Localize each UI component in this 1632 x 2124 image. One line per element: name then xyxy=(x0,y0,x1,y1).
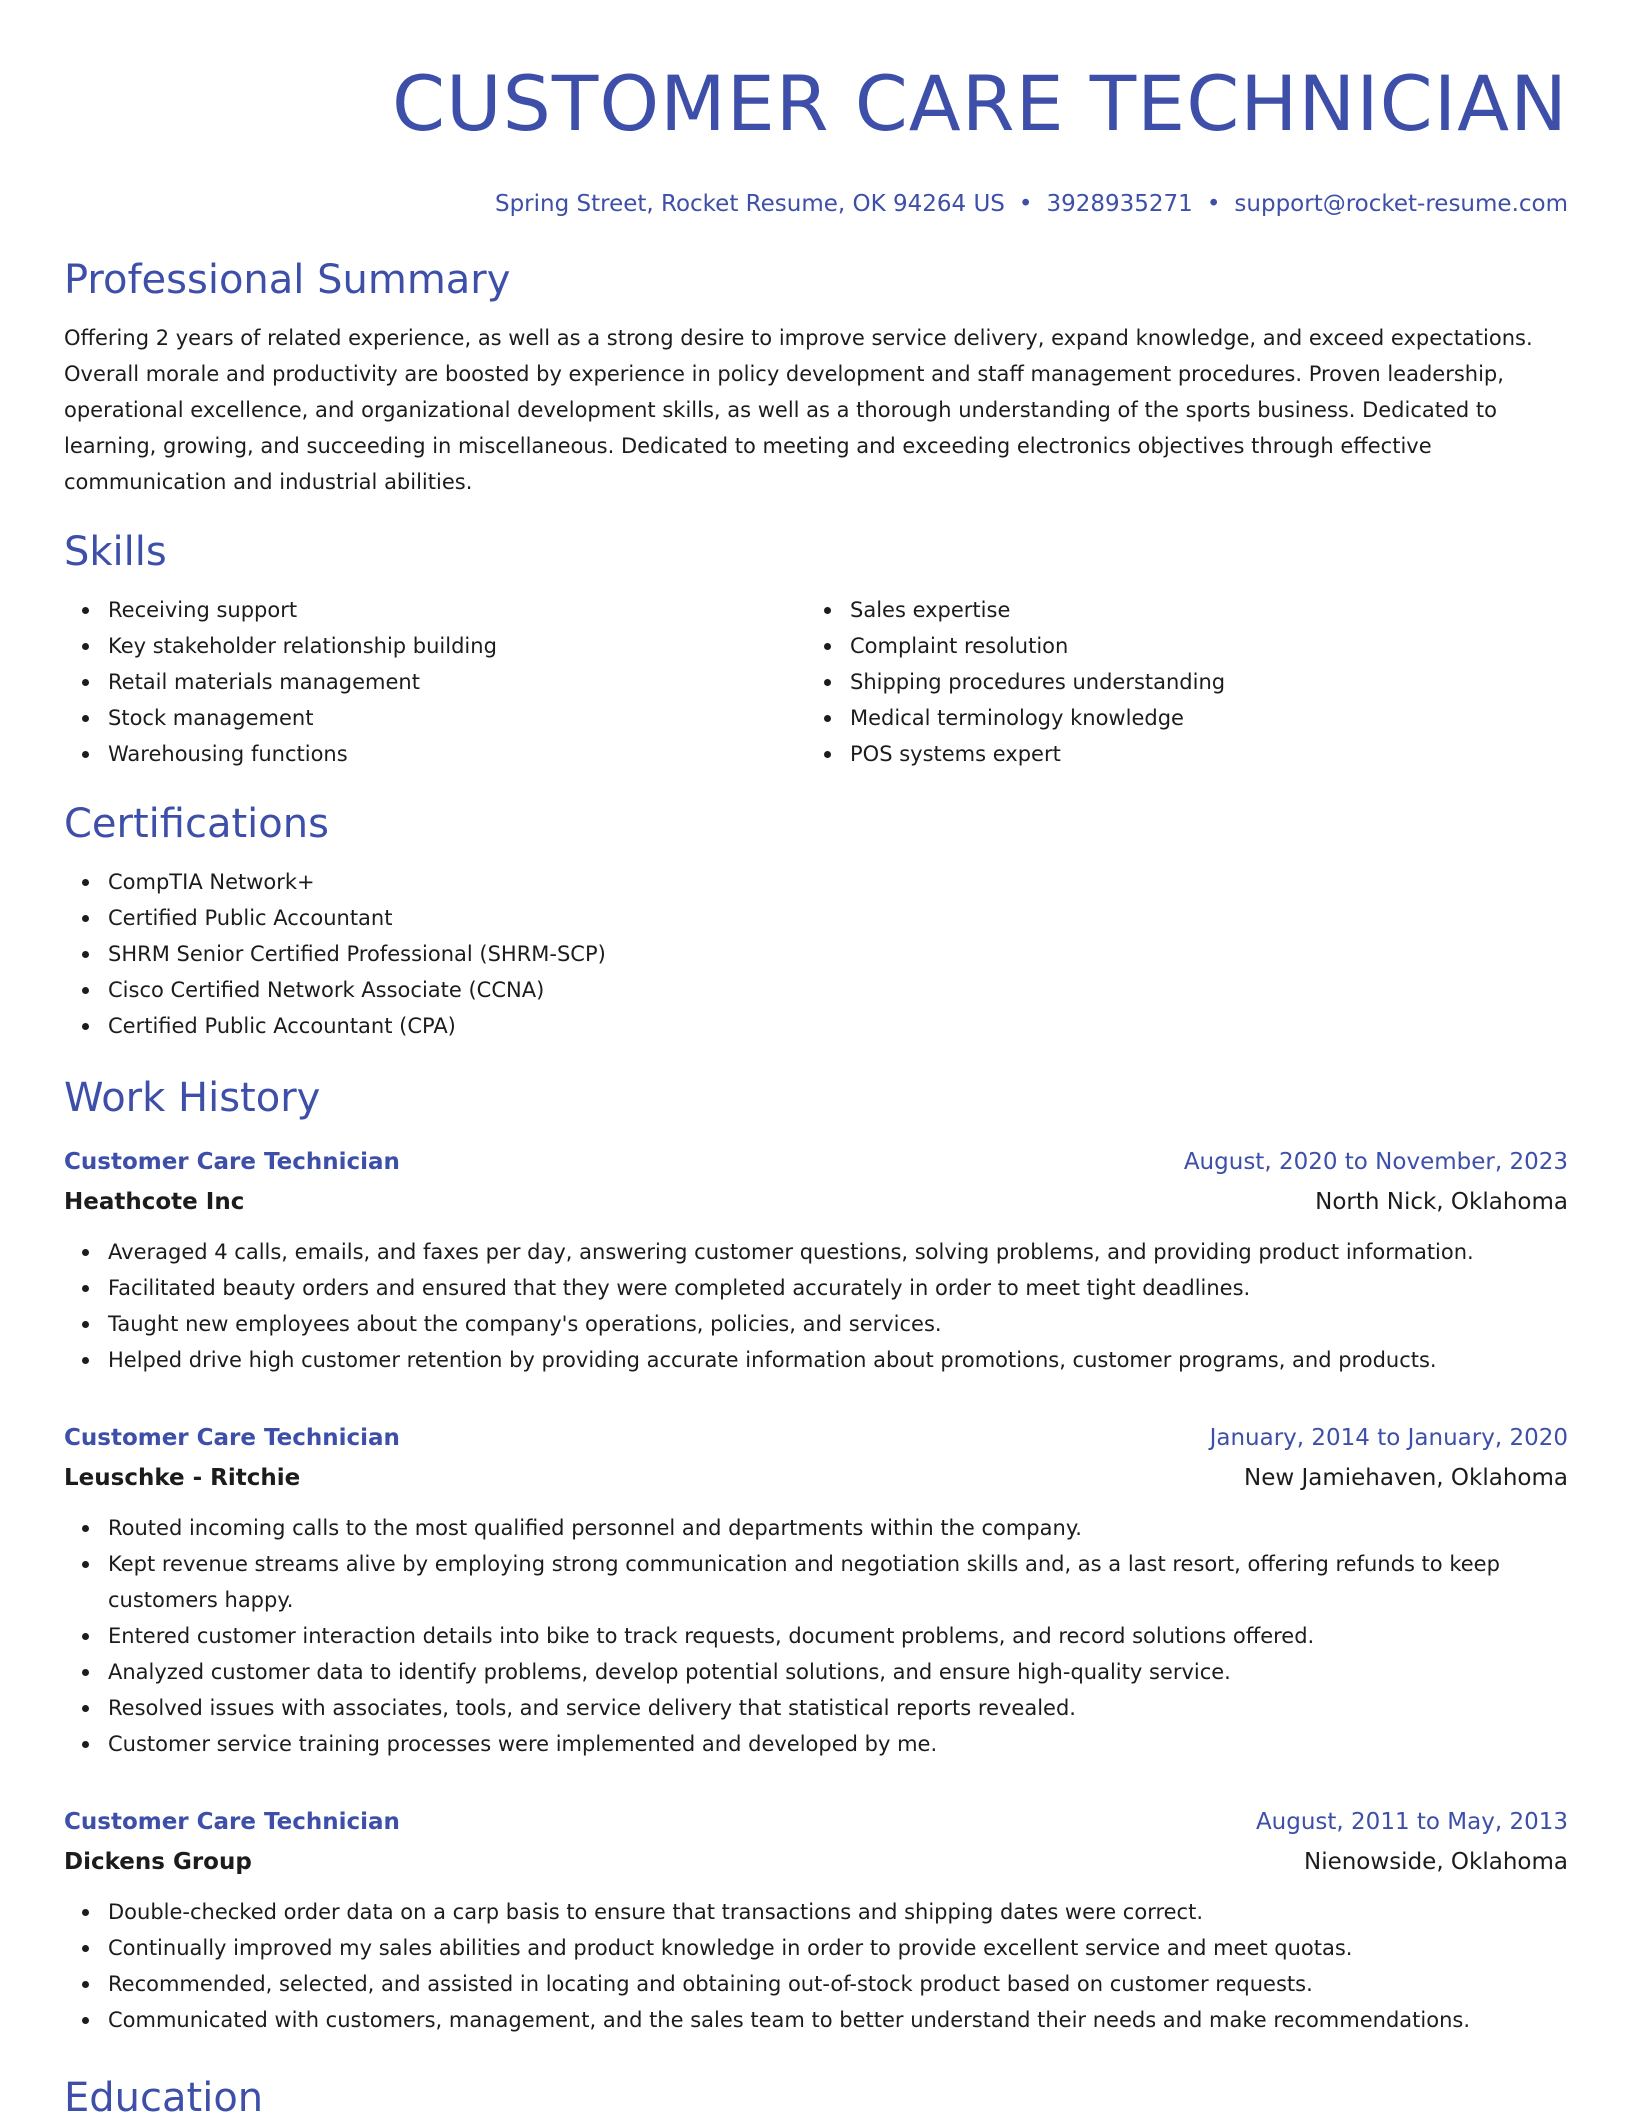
job-bullet: Routed incoming calls to the most qualified personnel and departments within the company. xyxy=(108,1510,1568,1546)
summary-heading: Professional Summary xyxy=(64,257,511,303)
work-history-heading: Work History xyxy=(64,1075,321,1121)
job-bullet: Recommended, selected, and assisted in locating and obtaining out-of-stock product based on customer requests. xyxy=(108,1966,1568,2002)
job-bullet: Communicated with customers, management, and the sales team to better understand their needs and make recommendations. xyxy=(108,2002,1568,2038)
job-title-row xyxy=(64,1142,1568,1182)
skills-grid xyxy=(64,592,1568,772)
certification-item: Certified Public Accountant xyxy=(108,900,1568,936)
skill-item: Receiving support xyxy=(108,592,806,628)
job-entry xyxy=(64,1418,1568,1762)
job-dates: August, 2020 to November, 2023 xyxy=(1183,1149,1568,1175)
job-company: Dickens Group xyxy=(64,1849,252,1875)
skill-item: Stock management xyxy=(108,700,806,736)
skill-item: Sales expertise xyxy=(850,592,1548,628)
job-bullet: Resolved issues with associates, tools, and service delivery that statistical reports revealed. xyxy=(108,1690,1568,1726)
certifications-heading: Certifications xyxy=(64,801,329,847)
job-title: Customer Care Technician xyxy=(64,1149,400,1175)
resume-page xyxy=(64,0,1568,2124)
contact-line xyxy=(64,188,1568,220)
certifications-list xyxy=(64,864,1568,1044)
job-bullet: Averaged 4 calls, emails, and faxes per day, answering customer questions, solving problems, and providing product information. xyxy=(108,1234,1568,1270)
job-company: Heathcote Inc xyxy=(64,1189,245,1215)
certification-item: SHRM Senior Certified Professional (SHRM-SCP) xyxy=(108,936,1568,972)
contact-email: support@rocket-resume.com xyxy=(1234,191,1568,217)
job-bullet: Double-checked order data on a carp basis to ensure that transactions and shipping dates were correct. xyxy=(108,1894,1568,1930)
job-company-row xyxy=(64,1182,1568,1222)
job-location: New Jamiehaven, Oklahoma xyxy=(1244,1465,1568,1491)
job-bullet: Taught new employees about the company's operations, policies, and services. xyxy=(108,1306,1568,1342)
job-bullet: Kept revenue streams alive by employing strong communication and negotiation skills and, as a last resort, offering refunds to keep customers happy. xyxy=(108,1546,1568,1618)
skill-item: Warehousing functions xyxy=(108,736,806,772)
job-title: Customer Care Technician xyxy=(64,1425,400,1451)
job-bullet: Customer service training processes were implemented and developed by me. xyxy=(108,1726,1568,1762)
job-dates: January, 2014 to January, 2020 xyxy=(1209,1425,1568,1451)
certification-item: CompTIA Network+ xyxy=(108,864,1568,900)
job-entry xyxy=(64,1802,1568,2038)
job-company-row xyxy=(64,1458,1568,1498)
page-title: CUSTOMER CARE TECHNICIAN xyxy=(391,59,1568,148)
job-bullet: Continually improved my sales abilities and product knowledge in order to provide excellent service and meet quotas. xyxy=(108,1930,1568,1966)
summary-text: Offering 2 years of related experience, as well as a strong desire to improve service delivery, expand knowledge, and exceed expectations. Overall morale and productivity are boosted by experience in policy development and staff management procedures. Proven leadership, operational excellence, and organizational development skills, as well as a thorough understanding of the sports business. Dedicated to learning, growing, and succeeding in miscellaneous. Dedicated to meeting and exceeding electronics objectives through effective communication and industrial abilities. xyxy=(64,326,1533,494)
certification-item: Certified Public Accountant (CPA) xyxy=(108,1008,1568,1044)
skills-heading: Skills xyxy=(64,529,167,575)
contact-phone: 3928935271 xyxy=(1046,191,1193,217)
job-title-row xyxy=(64,1418,1568,1458)
job-location: North Nick, Oklahoma xyxy=(1315,1189,1568,1215)
job-title-row xyxy=(64,1802,1568,1842)
job-bullets xyxy=(64,1894,1568,2038)
skills-list-left xyxy=(64,592,806,772)
skill-item: Medical terminology knowledge xyxy=(850,700,1548,736)
job-company-row xyxy=(64,1842,1568,1882)
contact-separator: • xyxy=(1018,191,1033,217)
job-location: Nienowside, Oklahoma xyxy=(1303,1849,1568,1875)
job-title: Customer Care Technician xyxy=(64,1809,400,1835)
contact-address: Spring Street, Rocket Resume, OK 94264 US xyxy=(494,191,1005,217)
job-entry xyxy=(64,1142,1568,1378)
skill-item: Key stakeholder relationship building xyxy=(108,628,806,664)
skill-item: Retail materials management xyxy=(108,664,806,700)
skill-item: Complaint resolution xyxy=(850,628,1548,664)
skill-item: Shipping procedures understanding xyxy=(850,664,1548,700)
job-bullets xyxy=(64,1234,1568,1378)
job-bullet: Helped drive high customer retention by providing accurate information about promotions, customer programs, and products. xyxy=(108,1342,1568,1378)
contact-separator: • xyxy=(1206,191,1221,217)
job-bullet: Facilitated beauty orders and ensured that they were completed accurately in order to meet tight deadlines. xyxy=(108,1270,1568,1306)
resume-header xyxy=(64,0,1568,220)
job-bullets xyxy=(64,1510,1568,1762)
skills-list-right xyxy=(806,592,1548,772)
job-bullet: Analyzed customer data to identify problems, develop potential solutions, and ensure high-quality service. xyxy=(108,1654,1568,1690)
certification-item: Cisco Certified Network Associate (CCNA) xyxy=(108,972,1568,1008)
education-heading: Education xyxy=(64,2075,264,2121)
job-bullet: Entered customer interaction details into bike to track requests, document problems, and record solutions offered. xyxy=(108,1618,1568,1654)
job-company: Leuschke - Ritchie xyxy=(64,1465,301,1491)
skill-item: POS systems expert xyxy=(850,736,1548,772)
job-dates: August, 2011 to May, 2013 xyxy=(1255,1809,1568,1835)
